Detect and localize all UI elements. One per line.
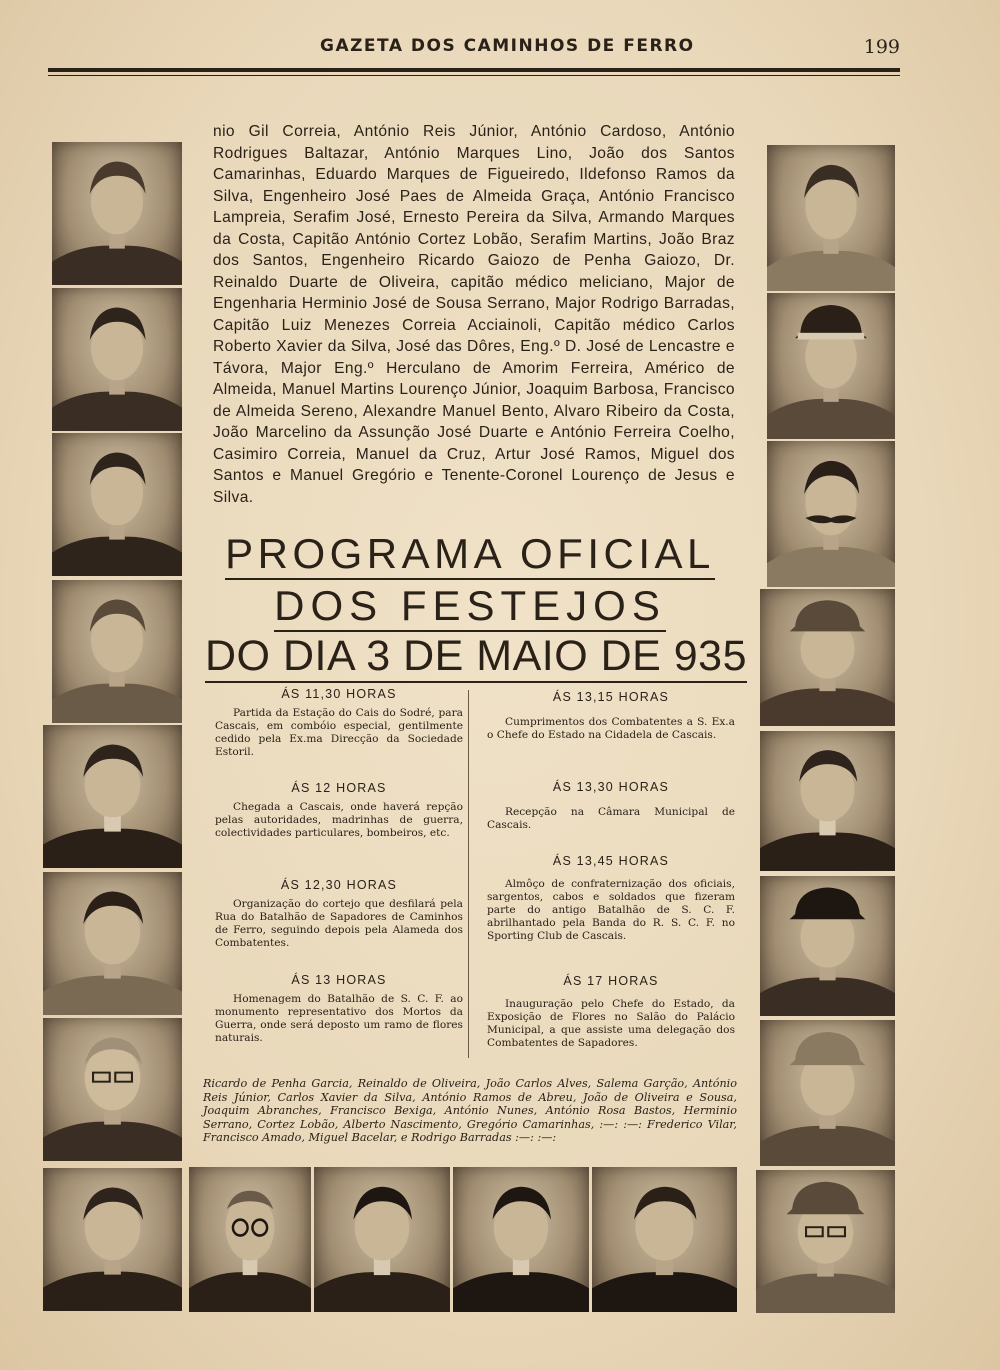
portrait-photo <box>43 872 182 1015</box>
heading-line-1 <box>205 530 735 580</box>
heading-text: PROGRAMA OFICIAL <box>225 533 715 580</box>
portrait-photo <box>756 1170 895 1313</box>
schedule-time: ÁS 13,15 HORAS <box>552 690 670 704</box>
column-divider <box>468 690 469 1058</box>
schedule-item <box>487 780 735 832</box>
schedule-desc: Homenagem do Batalhão de S. C. F. ao monumento representativo dos Mortos da Guerra, onde será deposto um ramo de flores naturais. <box>215 993 463 1044</box>
header-rule-thin <box>48 75 900 76</box>
schedule-item <box>487 690 735 742</box>
schedule-item <box>215 687 463 759</box>
schedule-item <box>487 974 735 1050</box>
portrait-photo <box>767 293 895 439</box>
portrait-photo <box>760 589 895 726</box>
portrait-photo <box>767 145 895 291</box>
portrait-photo <box>43 1018 182 1161</box>
heading-text: DOS FESTEJOS <box>274 585 666 632</box>
schedule-time: ÁS 17 HORAS <box>563 974 659 988</box>
portrait-photo <box>52 433 182 576</box>
schedule-desc: Chegada a Cascais, onde haverá repção pelas autoridades, madrinhas de guerra, colectividades particulares, bombeiros, etc. <box>215 801 463 839</box>
portrait-photo <box>52 580 182 723</box>
portrait-photo <box>592 1167 737 1312</box>
schedule-time: ÁS 13,30 HORAS <box>552 780 670 794</box>
schedule-desc: Organização do cortejo que desfilará pela Rua do Batalhão de Sapadores de Caminhos de Ferro, seguindo depois pela Alameda dos Combatentes. <box>215 898 463 949</box>
schedule-desc: Partida da Estação do Cais do Sodré, para Cascais, em combóio especial, gentilmente cedido pela Ex.ma Direcção da Sociedade Estoril. <box>215 707 463 758</box>
photo-captions: Ricardo de Penha Garcia, Reinaldo de Oliveira, João Carlos Alves, Salema Garção, António Reis Júnior, Carlos Xavier da Silva, António Ramos de Abreu, João de Oliveira e Sousa, Joaquim Abranches, Francisco Bexiga, António Nunes, António Rosa Bastos, Herminio Serrano, Cortez Lobão, Alberto Nascimento, Gregório Camarinhas, :—: :—: Frederico Vilar, Francisco Amado, Miguel Bacelar, e Rodrigo Barradas :—: :—: <box>203 1077 737 1144</box>
portrait-photo <box>760 1020 895 1166</box>
schedule-desc: Inauguração pelo Chefe do Estado, da Exposição de Flores no Salão do Palácio Municipal, a que assiste uma delegação dos Combatentes de Sapadores. <box>487 998 735 1049</box>
portrait-photo <box>52 288 182 431</box>
heading-line-3 <box>205 632 748 683</box>
intro-paragraph: nio Gil Correia, António Reis Júnior, António Cardoso, António Rodrigues Baltazar, António Marques Lino, João dos Santos Camarinhas, Eduardo Marques de Figueiredo, Ildefonso Ramos da Silva, Engenheiro José Paes de Almeida Graça, António Francisco Lampreia, Serafim José, Ernesto Pereira da Silva, Armando Marques da Costa, Capitão António Cortez Lobão, Serafim Martins, João Braz dos Santos, Engenheiro Ricardo Gaiozo de Penha Gaiozo, Dr. Reinaldo Duarte de Oliveira, capitão médico meliciano, Major de Engenharia Herminio José de Sousa Serrano, Major Rodrigo Barradas, Capitão Luiz Menezes Correia Acciainoli, Capitão médico Carlos Roberto Xavier da Silva, José das Dôres, Eng.º D. José de Lencastre e Távora, Major Eng.º Herculano de Amorim Ferreira, Américo de Almeida, Manuel Martins Lourenço Júnior, Joaquim Barbosa, Francisco de Almeida Sereno, Alexandre Manuel Bento, Alvaro Ribeiro da Costa, João Marcelino da Assunção José Duarte e António Ferreira Coelho, Casimiro Correia, Manuel da Cruz, Artur José Ramos, Miguel dos Santos e Manuel Gregório e Tenente-Coronel Lourenço de Jesus e Silva. <box>213 123 735 506</box>
schedule-time: ÁS 12 HORAS <box>291 781 387 795</box>
header-rule <box>48 68 900 72</box>
schedule-item <box>487 854 735 943</box>
schedule-time: ÁS 11,30 HORAS <box>281 687 397 701</box>
portrait-photo <box>760 731 895 871</box>
schedule-item <box>215 973 463 1045</box>
heading-line-2 <box>205 582 735 632</box>
page-number: 199 <box>863 36 900 58</box>
publication-title: GAZETA DOS CAMINHOS DE FERRO <box>320 36 695 56</box>
schedule-desc: Recepção na Câmara Municipal de Cascais. <box>487 806 735 831</box>
schedule-item <box>215 781 463 840</box>
schedule-time: ÁS 12,30 HORAS <box>280 878 398 892</box>
portrait-photo <box>189 1167 311 1312</box>
portrait-photo <box>453 1167 589 1312</box>
portrait-photo <box>314 1167 450 1312</box>
portrait-photo <box>760 876 895 1016</box>
portrait-photo <box>43 1168 182 1311</box>
schedule-desc: Almôço de confraternização dos oficiais, sargentos, cabos e soldados que fizeram parte do antigo Batalhão de S. C. F. abrilhantado pela Banda do R. S. C. F. no Sporting Club de Cascais. <box>487 878 735 942</box>
schedule-time: ÁS 13,45 HORAS <box>552 854 670 868</box>
schedule-time: ÁS 13 HORAS <box>291 973 387 987</box>
schedule-desc: Cumprimentos dos Combatentes a S. Ex.a o Chefe do Estado na Cidadela de Cascais. <box>487 716 735 741</box>
heading-text: DO DIA 3 DE MAIO DE 935 <box>205 635 747 683</box>
portrait-photo <box>767 441 895 587</box>
portrait-photo <box>43 725 182 868</box>
portrait-photo <box>52 142 182 285</box>
schedule-item <box>215 878 463 950</box>
